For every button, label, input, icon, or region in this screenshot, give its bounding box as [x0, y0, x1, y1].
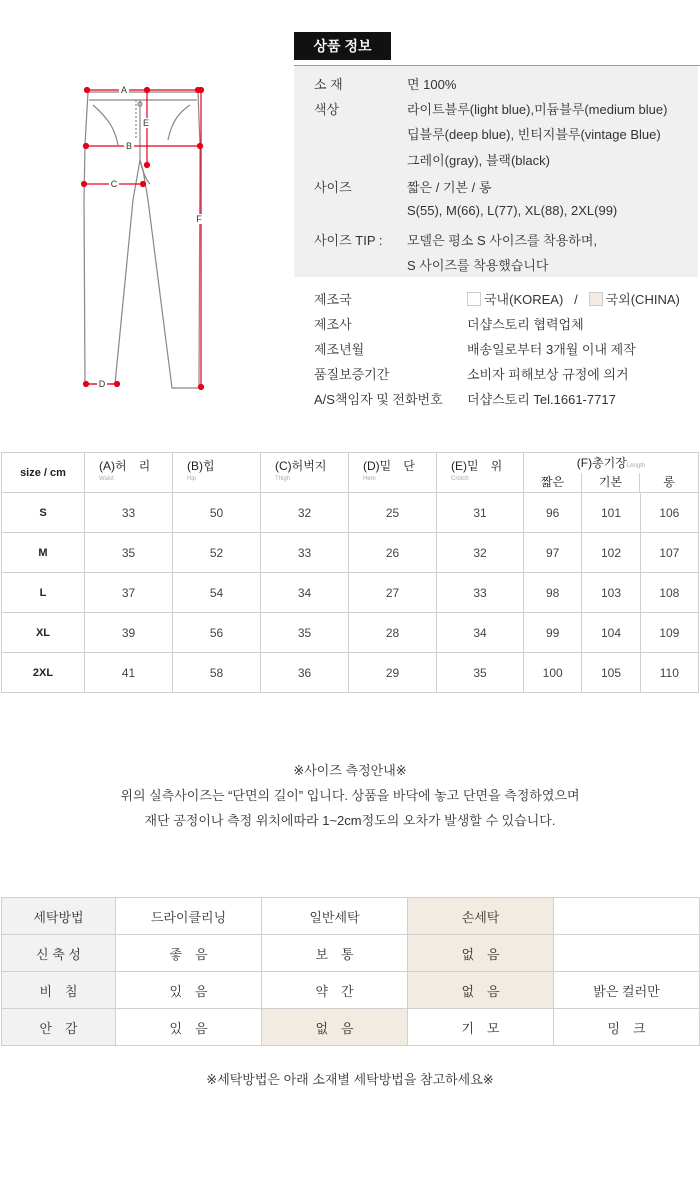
product-info-header: 상품 정보 [294, 32, 391, 60]
care-row [2, 898, 700, 935]
size-cell: 35 [261, 613, 349, 653]
size-cell: 32 [261, 493, 349, 533]
header-label: (D)밑 단 [363, 459, 415, 473]
header-length [524, 453, 699, 493]
origin-options [467, 289, 680, 308]
header-hem [349, 453, 437, 493]
size-cell: 110 [640, 653, 698, 693]
info-value: S(55), M(66), L(77), XL(88), 2XL(99) [407, 203, 618, 218]
info-value: 그레이(gray), 블랙(black) [407, 153, 550, 168]
care-cell: 좋 음 [116, 935, 262, 972]
size-label: XL [2, 613, 85, 653]
size-cell: 97 [524, 533, 582, 573]
size-cell: 33 [261, 533, 349, 573]
header-crotch [437, 453, 524, 493]
info-value: 짧은 / 기본 / 롱 [407, 180, 492, 195]
info-label: 사이즈 TIP : [314, 233, 383, 248]
label-a: A [120, 85, 128, 95]
size-row [2, 613, 699, 653]
info-value: 딥블루(deep blue), 빈티지블루(vintage Blue) [407, 127, 661, 142]
size-cell: 35 [85, 533, 173, 573]
care-row [2, 1009, 700, 1046]
care-cell [554, 898, 700, 935]
size-label: S [2, 493, 85, 533]
care-cell: 없 음 [408, 972, 554, 1009]
origin-separator: / [574, 292, 578, 307]
length-label: (F)총기장 [576, 456, 627, 470]
care-row-label: 세탁방법 [2, 898, 116, 935]
care-cell [554, 935, 700, 972]
size-cell: 33 [437, 573, 524, 613]
product-info-panel [294, 66, 698, 277]
care-table [1, 897, 700, 1046]
header-hip [173, 453, 261, 493]
size-cell: 96 [524, 493, 582, 533]
size-cell: 39 [85, 613, 173, 653]
care-row [2, 972, 700, 1009]
size-row [2, 573, 699, 613]
info-value: 더샵스토리 Tel.1661-7717 [467, 392, 616, 407]
header-sub: Crotch [451, 476, 469, 482]
size-cell: 102 [582, 533, 640, 573]
size-label: 2XL [2, 653, 85, 693]
size-table [1, 452, 699, 693]
header-sub: Thigh [275, 476, 291, 482]
care-cell: 밍 크 [554, 1009, 700, 1046]
origin-china: 국외(CHINA) [605, 292, 680, 307]
info-value: 배송일로부터 3개월 이내 제작 [467, 342, 636, 357]
header-waist [85, 453, 173, 493]
care-cell: 기 모 [408, 1009, 554, 1046]
care-cell: 보 통 [262, 935, 408, 972]
length-col-short: 짧은 [524, 473, 582, 492]
care-cell: 손세탁 [408, 898, 554, 935]
size-cell: 28 [349, 613, 437, 653]
size-cell: 50 [173, 493, 261, 533]
info-label: 사이즈 [314, 180, 352, 195]
size-cell: 25 [349, 493, 437, 533]
care-cell: 약 간 [262, 972, 408, 1009]
info-label: 제조국 [314, 292, 352, 307]
measurement-note-title: ※사이즈 측정안내※ [293, 763, 407, 778]
size-row [2, 653, 699, 693]
info-label: A/S책임자 및 전화번호 [314, 392, 443, 407]
header-thigh [261, 453, 349, 493]
info-value: S 사이즈를 착용했습니다 [407, 258, 549, 273]
care-row-label: 안 감 [2, 1009, 116, 1046]
pants-outline [84, 92, 200, 388]
header-sub: Hip [187, 476, 197, 482]
pants-measurement-diagram [70, 80, 220, 400]
size-cell: 35 [437, 653, 524, 693]
size-cell: 103 [582, 573, 640, 613]
size-cell: 33 [85, 493, 173, 533]
size-cell: 101 [582, 493, 640, 533]
info-label: 색상 [314, 102, 340, 117]
size-cell: 52 [173, 533, 261, 573]
label-e: E [142, 118, 150, 128]
size-cell: 109 [640, 613, 698, 653]
measurement-note-line2: 재단 공정이나 측정 위치에따라 1~2cm정도의 오차가 발생할 수 있습니다. [144, 813, 556, 828]
header-sub: Hem [363, 476, 376, 482]
header-label: (B)힙 [187, 459, 215, 473]
label-b: B [125, 141, 133, 151]
size-cell: 108 [640, 573, 698, 613]
china-swatch [589, 292, 603, 306]
header-sub: Waist [99, 476, 114, 482]
length-col-long: 롱 [663, 475, 675, 489]
info-value: 소비자 피해보상 규정에 의거 [467, 367, 629, 382]
info-label: 제조사 [314, 317, 352, 332]
size-cell: 36 [261, 653, 349, 693]
header-label: (C)허벅지 [275, 459, 327, 473]
size-cell: 32 [437, 533, 524, 573]
care-cell: 밝은 컬러만 [554, 972, 700, 1009]
size-cell: 41 [85, 653, 173, 693]
size-cell: 105 [582, 653, 640, 693]
info-value: 더샵스토리 협력업체 [467, 317, 584, 332]
measure-lines [82, 88, 204, 390]
care-cell: 없 음 [262, 1009, 408, 1046]
size-row [2, 493, 699, 533]
info-value: 모델은 평소 S 사이즈를 착용하며, [407, 233, 597, 248]
measurement-note-line1: 위의 실측사이즈는 “단면의 길이” 입니다. 상품을 바닥에 놓고 단면을 측정하였으며 [120, 788, 580, 803]
header-label: (A)허 리 [99, 459, 151, 473]
size-cell: 31 [437, 493, 524, 533]
info-label: 제조년월 [314, 342, 365, 357]
size-label: L [2, 573, 85, 613]
size-cell: 58 [173, 653, 261, 693]
korea-swatch [467, 292, 481, 306]
size-cell: 104 [582, 613, 640, 653]
care-footer-note: ※세탁방법은 아래 소재별 세탁방법을 참고하세요※ [206, 1072, 494, 1087]
info-value: 라이트블루(light blue),미듐블루(medium blue) [407, 102, 668, 117]
care-row-label: 비 침 [2, 972, 116, 1009]
size-cell: 56 [173, 613, 261, 653]
care-cell: 일반세탁 [262, 898, 408, 935]
size-cell: 99 [524, 613, 582, 653]
size-cell: 34 [261, 573, 349, 613]
length-sub: Length [626, 463, 646, 469]
label-c: C [110, 179, 118, 189]
care-row-label: 신 축 성 [2, 935, 116, 972]
size-cell: 37 [85, 573, 173, 613]
care-cell: 있 음 [116, 1009, 262, 1046]
header-label: (E)밑 위 [451, 459, 503, 473]
length-col-regular: 기본 [582, 473, 640, 492]
size-cell: 100 [524, 653, 582, 693]
size-cell: 26 [349, 533, 437, 573]
size-row [2, 533, 699, 573]
size-cell: 107 [640, 533, 698, 573]
info-label: 품질보증기간 [314, 367, 390, 382]
size-cell: 106 [640, 493, 698, 533]
manufacture-info [294, 278, 698, 418]
size-cell: 34 [437, 613, 524, 653]
size-label: M [2, 533, 85, 573]
care-cell: 있 음 [116, 972, 262, 1009]
size-corner-header: size / cm [2, 453, 85, 493]
care-row [2, 935, 700, 972]
info-label: 소 재 [314, 77, 343, 92]
origin-korea: 국내(KOREA) [484, 292, 564, 307]
label-d: D [98, 379, 106, 389]
size-cell: 54 [173, 573, 261, 613]
size-cell: 27 [349, 573, 437, 613]
size-cell: 29 [349, 653, 437, 693]
size-cell: 98 [524, 573, 582, 613]
label-f: F [196, 214, 202, 224]
info-value: 면 100% [407, 77, 457, 92]
care-cell: 없 음 [408, 935, 554, 972]
care-cell: 드라이클리닝 [116, 898, 262, 935]
